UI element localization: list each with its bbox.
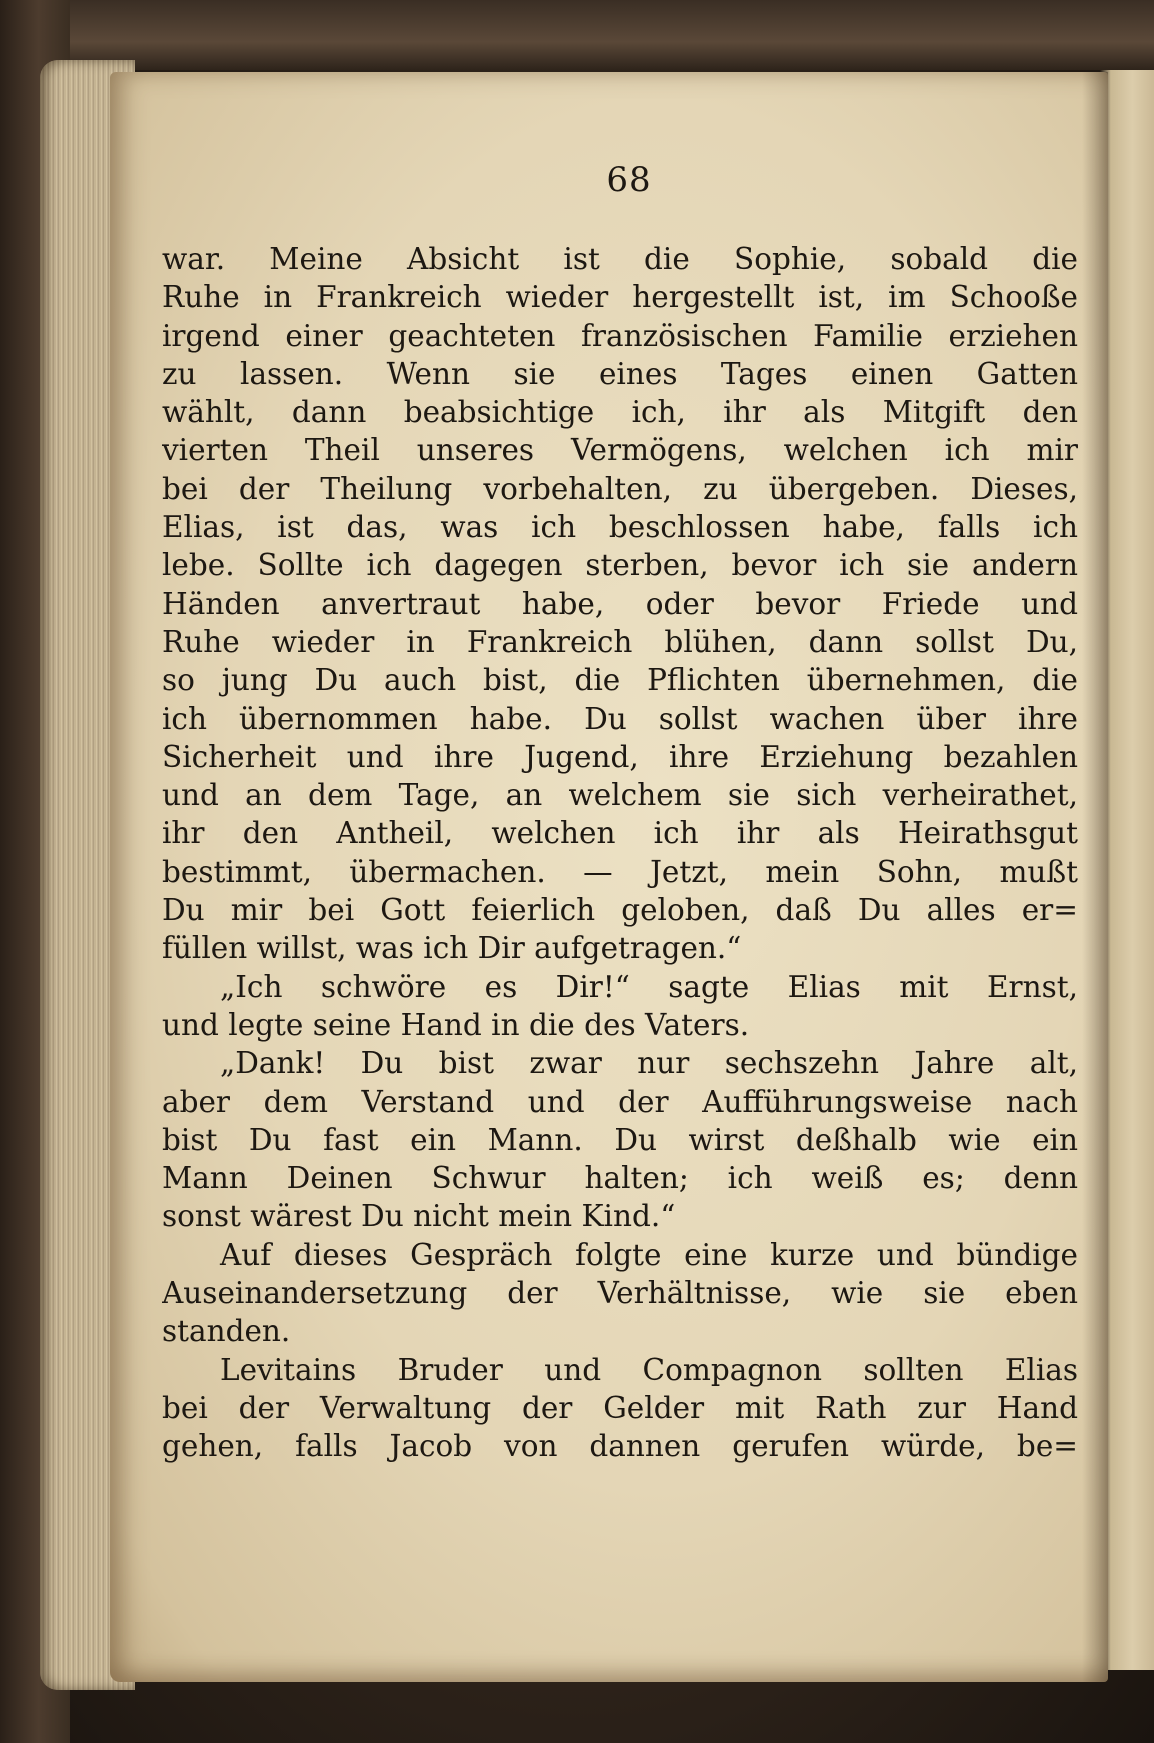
text-line: und an dem Tage, an welchem sie sich verheirathet,	[162, 778, 1078, 813]
facing-page-edge	[1100, 70, 1154, 1670]
text-line: aber dem Verstand und der Aufführungsweise nach	[162, 1084, 1078, 1119]
text-line: bei der Theilung vorbehalten, zu übergeben. Dieses,	[162, 471, 1078, 506]
page-number: 68	[606, 160, 652, 200]
text-line: „Dank! Du bist zwar nur sechszehn Jahre alt,	[220, 1046, 1078, 1081]
gutter-shadow	[1082, 72, 1108, 1682]
text-line: Sicherheit und ihre Jugend, ihre Erziehung bezahlen	[162, 739, 1078, 774]
text-line: Ruhe wieder in Frankreich blühen, dann sollst Du,	[162, 624, 1078, 659]
text-line: zu lassen. Wenn sie eines Tages einen Gatten	[162, 356, 1078, 391]
text-line: irgend einer geachteten französischen Familie erziehen	[162, 318, 1078, 353]
text-line: lebe. Sollte ich dagegen sterben, bevor ich sie andern	[162, 548, 1078, 583]
text-line: vierten Theil unseres Vermögens, welchen ich mir	[162, 433, 1078, 468]
text-line: Levitains Bruder und Compagnon sollten Elias	[220, 1352, 1078, 1387]
text-line: bist Du fast ein Mann. Du wirst deßhalb wie ein	[162, 1122, 1078, 1157]
text-line: füllen willst, was ich Dir aufgetragen.“	[162, 931, 742, 966]
text-line: standen.	[162, 1314, 291, 1349]
text-line: wählt, dann beabsichtige ich, ihr als Mitgift den	[162, 395, 1078, 430]
text-line: so jung Du auch bist, die Pflichten übernehmen, die	[162, 663, 1078, 698]
text-line: Händen anvertraut habe, oder bevor Friede und	[162, 586, 1078, 621]
text-line: bei der Verwaltung der Gelder mit Rath zur Hand	[162, 1390, 1078, 1425]
text-line: Mann Deinen Schwur halten; ich weiß es; denn	[162, 1161, 1078, 1196]
text-line: Elias, ist das, was ich beschlossen habe, falls ich	[162, 510, 1078, 545]
text-line: Auf dieses Gespräch folgte eine kurze und bündige	[220, 1237, 1078, 1272]
book-cover-top-edge	[0, 0, 1154, 70]
text-line: Auseinandersetzung der Verhältnisse, wie sie eben	[162, 1276, 1078, 1311]
text-line: gehen, falls Jacob von dannen gerufen würde, be=	[162, 1429, 1078, 1464]
body-text	[162, 240, 1078, 1466]
text-line: war. Meine Absicht ist die Sophie, sobald die	[162, 242, 1078, 276]
text-line: bestimmt, übermachen. — Jetzt, mein Sohn, mußt	[162, 854, 1078, 889]
text-line: „Ich schwöre es Dir!“ sagte Elias mit Ernst,	[220, 969, 1078, 1004]
text-line: ich übernommen habe. Du sollst wachen über ihre	[162, 701, 1078, 736]
text-line: und legte seine Hand in die des Vaters.	[162, 1007, 750, 1042]
text-line: sonst wärest Du nicht mein Kind.“	[162, 1199, 676, 1234]
text-line: Ruhe in Frankreich wieder hergestellt ist, im Schooße	[162, 280, 1078, 315]
text-line: Du mir bei Gott feierlich geloben, daß Du alles er=	[162, 893, 1078, 928]
text-line: ihr den Antheil, welchen ich ihr als Heirathsgut	[162, 816, 1078, 851]
